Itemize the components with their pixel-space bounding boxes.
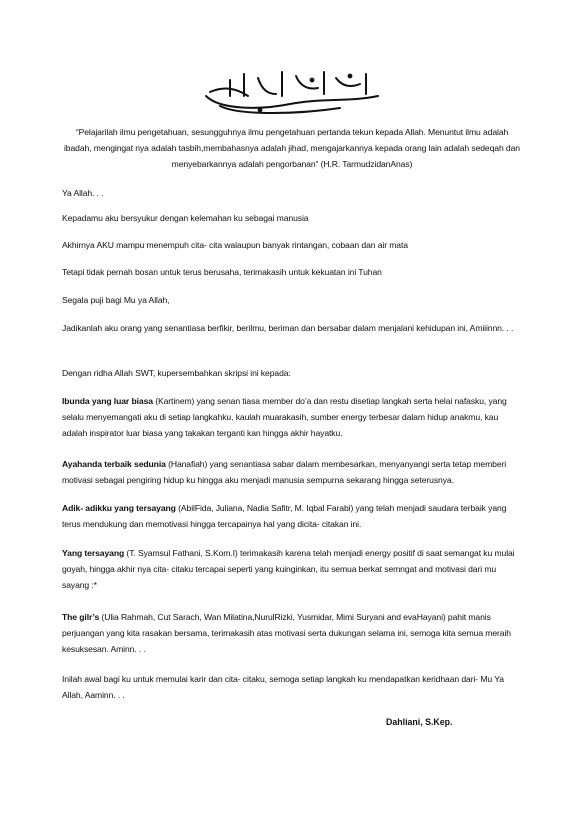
- line-ya-allah: Ya Allah. . .: [62, 188, 104, 198]
- dedication-beloved-title: Yang tersayang: [62, 548, 125, 558]
- dedication-siblings: [62, 500, 524, 532]
- dedication-friends-title: The gilr’s: [62, 612, 100, 622]
- line-dedication-intro: Dengan ridha Allah SWT, kupersembahkan skripsi ini kepada:: [62, 368, 291, 378]
- dedication-father-text: (Hanafiah) yang senantiasa sabar dalam membesarkan, menyanyangi serta tetap memberi motivasi sebagai pengiring hidup ku hingga aku menjadi manusia sempurna sekarang hingga seterusnya.: [62, 459, 507, 485]
- dedication-mother-text: (Kartinem) yang senan tiasa member do’a dan restu disetiap langkah serta helai nafasku, yang selalu menyemangati aku di setiap langkahku, kaulah muarakasih, sumber energy terbesar dalam hidup anakmu, kau adalah inspirator luar biasa yang takakan terganti kan hingga akhir hayatku.: [62, 396, 507, 438]
- line-achievement: Akhirnya AKU mampu menempuh cita- cita walaupun banyak rintangan, cobaan dan air mata: [62, 240, 408, 250]
- dedication-father-title: Ayahanda terbaik sedunia: [62, 459, 166, 469]
- signature: Dahliani, S.Kep.: [386, 717, 453, 727]
- dedication-mother-title: Ibunda yang luar biasa: [62, 396, 153, 406]
- dedication-friends: [62, 609, 524, 657]
- dedication-friends-text: (Ulia Rahmah, Cut Sarach, Wan Milatina,NurulRizki, Yusmidar, Mimi Suryani and evaHayani) pahit manis perjuangan yang kita rasakan bersama, terimakasih atas motivasi serta dukungan selama ini, semoga kita semua meraih kesuksesan. Aminn. . .: [62, 612, 511, 654]
- dedication-beloved-text: (T. Syamsul Fathani, S.Kom.I) terimakasih karena telah menjadi energy positif di saat semangat ku mulai goyah, hingga akhir nya cita- citaku tercapai seperti yang kuinginkan, itu semua berkat semngat and motivasi dari mu sayang :*: [62, 548, 515, 590]
- dedication-mother: [62, 393, 524, 441]
- closing-paragraph: Inilah awal bagi ku untuk memulai karir dan cita- citaku, semoga setiap langkah ku mendapatkan keridhaan dari- Mu Ya Allah, Aaminn. . .: [62, 674, 504, 700]
- line-praise: Segala puji bagi Mu ya Allah,: [62, 295, 170, 305]
- quote-paragraph: “Pelajarilah ilmu pengetahuan, sesungguhnya ilmu pengetahuan pertanda tekun kepada Allah. Menuntut ilmu adalah ibadah, mengingat nya adalah tasbih,membahasnya adalah jihad, mengajarkannya kepada orang lain adalah sedeqah dan menyebarkannya adalah pengorbanan” (H.R. TarmudzidanAnas): [64, 127, 520, 169]
- dedication-beloved: [62, 545, 524, 593]
- dedication-father: [62, 456, 524, 488]
- line-perseverance: Tetapi tidak pernah bosan untuk terus berusaha, terimakasih untuk kekuatan ini Tuhan: [62, 267, 382, 277]
- dedication-siblings-text: (AbilFida, Juliana, Nadia Safitr, M. Iqbal Farabi) yang telah menjadi saudara terbaik yang terus mendukung dan memotivasi hingga tercapainya hal yang dicita- citakan ini.: [62, 503, 507, 529]
- dedication-siblings-title: Adik- adikku yang tersayang: [62, 503, 176, 513]
- line-gratitude: Kepadamu aku bersyukur dengan kelemahan ku sebagai manusia: [62, 213, 309, 223]
- bismillah-calligraphy-icon: [200, 66, 385, 116]
- line-prayer: Jadikanlah aku orang yang senantiasa berfikir, berilmu, beriman dan bersabar dalam menjalani kehidupan ini, Amiiinnn. . .: [62, 323, 514, 333]
